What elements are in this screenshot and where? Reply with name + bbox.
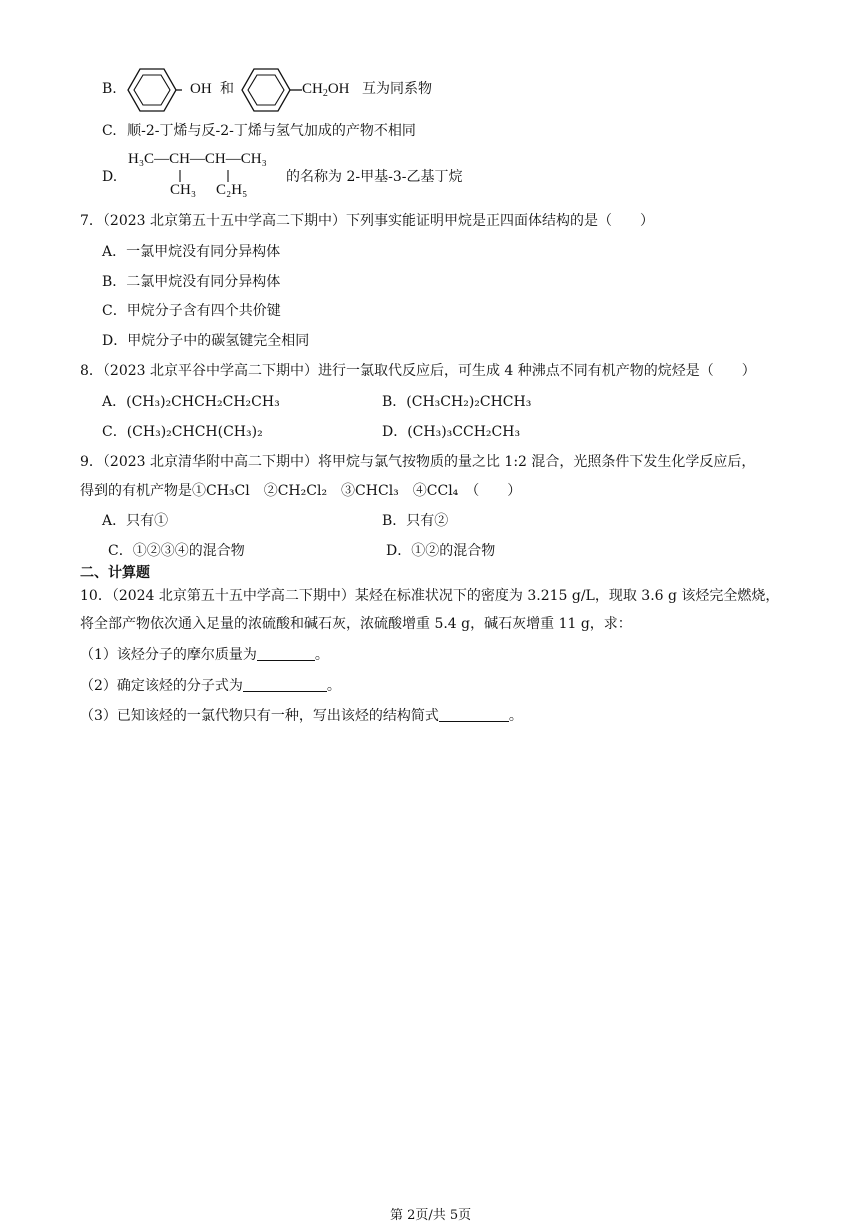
q6-c-text: 顺-2-丁烯与反-2-丁烯与氢气加成的产物不相同	[127, 123, 416, 139]
q8-option-b: B．(CH₃CH₂)₂CHCH₃	[382, 394, 532, 410]
q6-d-branch-methyl: CH₃	[170, 182, 197, 198]
q7-option-a: A．一氯甲烷没有同分异构体	[102, 244, 281, 260]
q6-b-label: B.	[102, 81, 117, 97]
benzene-ring-1	[126, 66, 182, 114]
answer-blank-2[interactable]	[243, 677, 327, 692]
q9-option-d: D．①②的混合物	[386, 543, 496, 559]
q9-stem-line1: 9．（2023 北京清华附中高二下期中）将甲烷与氯气按物质的量之比 1:2 混合，光照条件下发生化学反应后，	[80, 454, 756, 470]
q10-sub3: （3）已知该烃的一氯代物只有一种，写出该烃的结构简式 。	[80, 708, 523, 724]
benzene-ring-2	[240, 66, 302, 114]
q8-option-a: A．(CH₃)₂CHCH₂CH₂CH₃	[102, 394, 280, 410]
q6-c-label: C.	[102, 123, 117, 139]
q6-b-tail: 互为同系物	[362, 81, 432, 97]
q9-option-a: A．只有①	[102, 513, 169, 529]
q8-option-c: C．(CH₃)₂CHCH(CH₃)₂	[102, 424, 263, 440]
answer-blank-3[interactable]	[439, 707, 509, 722]
q10-stem-line2: 将全部产物依次通入足量的浓硫酸和碱石灰，浓硫酸增重 5.4 g，碱石灰增重 11 g，求：	[80, 616, 632, 632]
answer-blank-1[interactable]	[257, 646, 315, 661]
q10-sub1: （1）该烃分子的摩尔质量为 。	[80, 647, 329, 663]
q9-stem-line2: 得到的有机产物是①CH₃Cl ②CH₂Cl₂ ③CHCl₃ ④CCl₄ （ ）	[80, 483, 522, 499]
q6-d-label: D.	[102, 169, 118, 185]
q6-d-tail: 的名称为 2-甲基-3-乙基丁烷	[286, 169, 463, 185]
q7-option-d: D．甲烷分子中的碳氢键完全相同	[102, 333, 310, 349]
page-footer: 第 2页/共 5页	[390, 1208, 472, 1223]
q8-stem: 8．（2023 北京平谷中学高二下期中）进行一氯取代反应后，可生成 4 种沸点不同有机产物的烷烃是（ ）	[80, 363, 756, 379]
q6-b-group-oh: OH	[190, 81, 212, 97]
q10-sub2: （2）确定该烃的分子式为 。	[80, 678, 341, 694]
q9-option-c: C．①②③④的混合物	[108, 543, 245, 559]
q6-b-group-ch2oh: $CH_2OH$	[302, 81, 350, 99]
q8-option-d: D．(CH₃)₃CCH₂CH₃	[382, 424, 521, 440]
q6-option-c	[102, 124, 416, 138]
q6-d-branch-ethyl: C₂H₅	[216, 182, 248, 198]
q7-option-c: C．甲烷分子含有四个共价键	[102, 303, 281, 319]
q6-d-main-chain: H₃C—CH—CH—CH₃	[128, 151, 267, 167]
q10-stem-line1: 10．（2024 北京第五十五中学高二下期中）某烃在标准状况下的密度为 3.215 g/L，现取 3.6 g 该烃完全燃烧，	[80, 588, 780, 604]
section-title: 二、计算题	[80, 565, 150, 581]
q6-b-conj: 和	[220, 81, 234, 97]
q7-option-b: B．二氯甲烷没有同分异构体	[102, 274, 281, 290]
q7-stem: 7．（2023 北京第五十五中学高二下期中）下列事实能证明甲烷是正四面体结构的是（ ）	[80, 213, 654, 229]
q9-option-b: B．只有②	[382, 513, 449, 529]
